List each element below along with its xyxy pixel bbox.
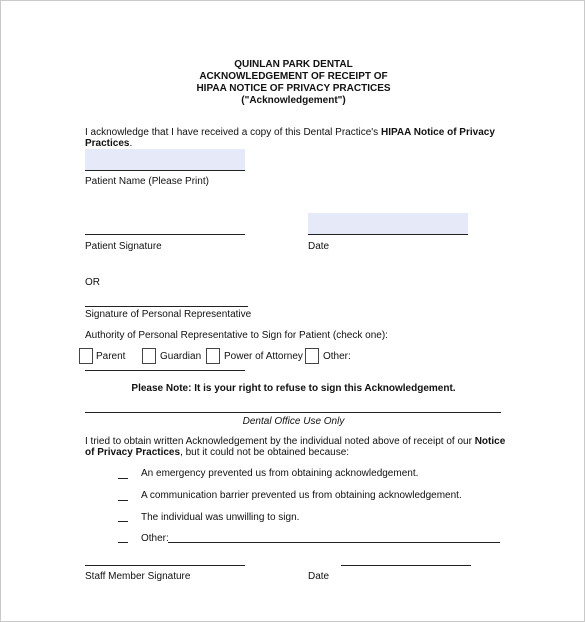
office-intro-1 — [85, 436, 505, 447]
form-title-line2: HIPAA NOTICE OF PRIVACY PRACTICES — [196, 83, 391, 94]
parent-label: Parent — [96, 351, 126, 362]
practice-name: QUINLAN PARK DENTAL — [234, 59, 353, 70]
staff-date-label: Date — [308, 571, 330, 582]
reason-communication: A communication barrier prevented us from obtaining acknowledgement. — [141, 490, 462, 501]
form-title-line3: ("Acknowledgement") — [241, 95, 346, 106]
patient-signature-line — [85, 234, 245, 235]
patient-name-field[interactable] — [85, 149, 245, 170]
other-checkbox[interactable] — [305, 348, 319, 364]
staff-signature-line — [85, 565, 245, 566]
office-use-title: Dental Office Use Only — [242, 416, 345, 427]
reason-other-line — [168, 542, 500, 543]
staff-signature-label: Staff Member Signature — [85, 571, 191, 582]
intro-text-2 — [85, 138, 132, 149]
office-intro-bold-2: of Privacy Practices — [85, 447, 181, 458]
office-divider — [85, 412, 501, 413]
please-note: Please Note: It is your right to refuse to sign this Acknowledgement. — [131, 383, 456, 394]
patient-signature-label: Patient Signature — [85, 241, 162, 252]
reason-4-blank[interactable] — [118, 542, 128, 543]
reason-2-blank[interactable] — [118, 500, 128, 501]
parent-checkbox[interactable] — [79, 348, 93, 364]
staff-date-line — [341, 565, 471, 566]
reason-emergency: An emergency prevented us from obtaining acknowledgement. — [141, 468, 419, 479]
power-of-attorney-label: Power of Attorney — [224, 351, 303, 362]
patient-name-label: Patient Name (Please Print) — [85, 176, 209, 187]
guardian-label: Guardian — [160, 351, 202, 362]
intro-bold-2: Practices — [85, 138, 130, 149]
other-line — [85, 370, 245, 371]
form-title-line1: ACKNOWLEDGEMENT OF RECEIPT OF — [199, 71, 388, 82]
reason-3-blank[interactable] — [118, 521, 128, 522]
office-intro-2 — [85, 447, 349, 458]
or-label: OR — [85, 277, 100, 288]
guardian-checkbox[interactable] — [142, 348, 156, 364]
intro-bold: HIPAA Notice of Privacy — [380, 127, 495, 138]
intro-plain: I acknowledge that I have received a copy of this Dental Practice's — [85, 127, 381, 138]
intro-end: . — [129, 138, 133, 149]
patient-name-line — [85, 170, 245, 171]
reason-other: Other: — [141, 533, 169, 544]
date-line — [308, 234, 468, 235]
rep-signature-line — [85, 306, 248, 307]
other-label: Other: — [323, 351, 351, 362]
reason-1-blank[interactable] — [118, 478, 128, 479]
reason-unwilling: The individual was unwilling to sign. — [141, 512, 300, 523]
power-of-attorney-checkbox[interactable] — [206, 348, 220, 364]
date-label: Date — [308, 241, 330, 252]
office-intro-plain: I tried to obtain written Acknowledgement by the individual noted above of receipt of our — [85, 436, 475, 447]
rep-signature-label: Signature of Personal Representative — [85, 309, 252, 320]
intro-text — [85, 127, 495, 138]
office-intro-plain-2: , but it could not be obtained because: — [180, 447, 350, 458]
authority-label: Authority of Personal Representative to Sign for Patient (check one): — [85, 330, 388, 341]
date-field[interactable] — [308, 213, 468, 234]
office-intro-bold: Notice — [474, 436, 506, 447]
